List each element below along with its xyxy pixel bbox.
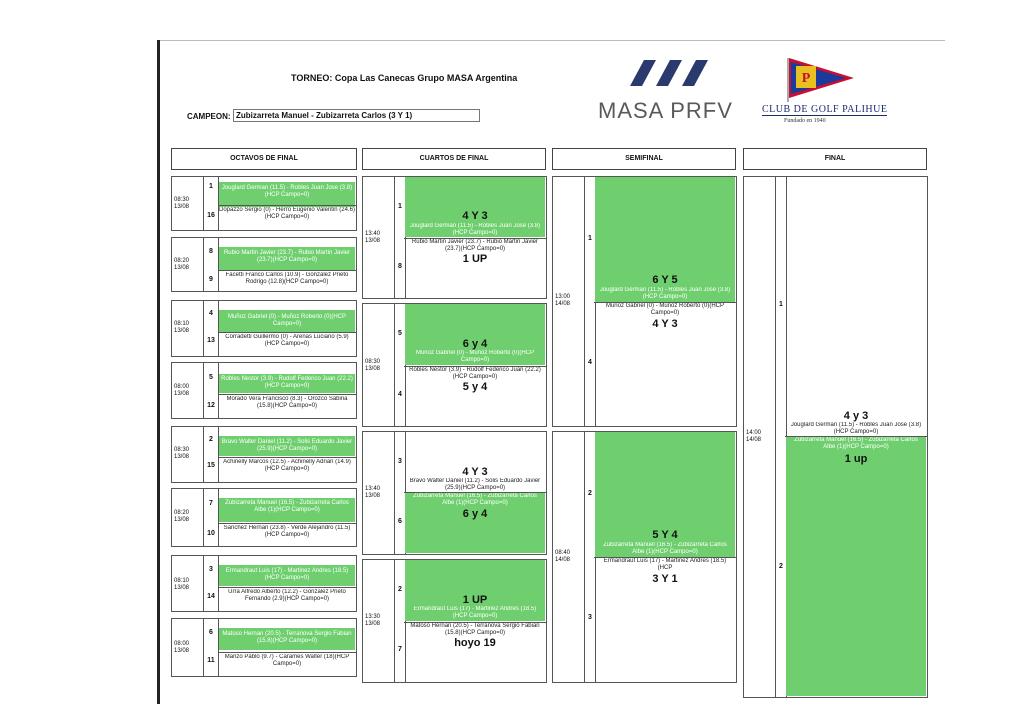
player-pair-winner: Jouglard German (11.5) - Robles Juan Jose (3.8)(HCP Campo=0) xyxy=(219,182,355,207)
match-time: 08:30 xyxy=(174,197,190,203)
match-date: 14/08 xyxy=(555,301,571,307)
seed-number: 11 xyxy=(207,657,215,664)
match-score: 4 Y 3 xyxy=(462,210,488,222)
divider xyxy=(218,270,356,271)
player-pair-winner: Zubizarreta Manuel (16.5) - Zubizarreta Carlos Albe (1)(HCP Campo=0) xyxy=(219,498,355,522)
seed-number: 2 xyxy=(779,563,783,570)
match-time: 13:00 xyxy=(555,294,571,300)
octavos-match-5 xyxy=(171,426,357,483)
winner-block xyxy=(405,493,545,553)
match-date: 14/08 xyxy=(746,437,762,443)
match-score: 4 Y 3 xyxy=(652,318,678,330)
player-pair-winner: Zubizarreta Manuel (16.5) - Zubizarreta Carlos Albe (1)(HCP Campo=0) xyxy=(794,437,918,450)
seed-number: 4 xyxy=(588,359,592,366)
divider xyxy=(218,587,356,588)
winner-block xyxy=(595,177,735,302)
player-pair-winner: Robles Nestor (3.9) - Rudolf Federico Juan (22.2)(HCP Campo=0) xyxy=(219,374,355,393)
match-time: 08:30 xyxy=(365,359,381,365)
player-pair-winner: Bravo Walter Daniel (11.2) - Solis Eduardo Javier (25.9)(HCP Campo=0) xyxy=(219,436,355,456)
match-score: 6 Y 5 xyxy=(652,274,678,286)
champion-field: Zubizarreta Manuel - Zubizarreta Carlos (3 Y 1) xyxy=(233,109,480,122)
winner-block xyxy=(405,304,545,365)
winner-block xyxy=(595,432,735,557)
match-time: 08:40 xyxy=(555,550,571,556)
player-pair-winner: Ermandraut Luis (17) - Martinez Andres (18.5)(HCP Campo=0) xyxy=(219,565,355,586)
player-pair-winner: Zubizarreta Manuel (16.5) - Zubizarreta Carlos Albe (1)(HCP Campo=0) xyxy=(413,493,537,506)
match-score: 4 y 3 xyxy=(843,410,869,422)
seed-number: 6 xyxy=(209,629,213,636)
seed-column xyxy=(203,301,219,356)
player-pair-winner: Jouglard German (11.5) - Robles Juan Jose (3.8)(HCP Campo=0) xyxy=(599,287,731,300)
match-date: 13/08 xyxy=(365,238,381,244)
player-pair: Bravo Walter Daniel (11.2) - Solis Eduardo Javier (25.9)(HCP Campo=0) xyxy=(407,478,543,492)
cuartos-match-2 xyxy=(362,303,547,427)
page-left-border xyxy=(157,40,160,704)
player-pair: Corradetti Guillermo (0) - Arenas Luciano (5.9)(HCP Campo=0) xyxy=(219,334,355,352)
match-time: 13:40 xyxy=(365,486,381,492)
octavos-match-2 xyxy=(171,237,357,292)
seed-number: 15 xyxy=(207,462,215,469)
match-date: 13/08 xyxy=(174,204,190,210)
match-date: 13/08 xyxy=(174,454,190,460)
match-date: 13/08 xyxy=(365,366,381,372)
seed-number: 10 xyxy=(207,530,215,537)
divider xyxy=(218,205,356,206)
octavos-match-8 xyxy=(171,618,357,677)
seed-number: 2 xyxy=(588,490,592,497)
match-date: 14/08 xyxy=(555,557,571,563)
seed-number: 16 xyxy=(207,212,215,219)
masa-logo xyxy=(598,56,748,126)
player-pair: Facetti Franco Carlos (10.9) - Gonzalez Prieto Rodrigo (12.8)(HCP Campo=0) xyxy=(219,272,355,290)
player-pair: Achinelly Marcos (12.5) - Achinelly Adrian (14.9)(HCP Campo=0) xyxy=(219,459,355,477)
match-time: 13:30 xyxy=(365,614,381,620)
winner-block xyxy=(405,560,545,621)
semifinal-match-1 xyxy=(552,176,737,427)
seed-column xyxy=(203,427,219,482)
winner-block xyxy=(786,437,926,696)
divider xyxy=(218,332,356,333)
match-date: 13/08 xyxy=(174,265,190,271)
match-date: 13/08 xyxy=(174,328,190,334)
seed-number: 3 xyxy=(588,614,592,621)
match-score: hoyo 19 xyxy=(454,637,496,649)
match-score: 5 Y 4 xyxy=(652,529,678,541)
player-pair-winner: Ermandraut Luis (17) - Martinez Andres (18.5)(HCP Campo=0) xyxy=(413,606,537,619)
divider xyxy=(404,492,546,493)
match-date: 13/08 xyxy=(174,391,190,397)
club-name: CLUB DE GOLF PALIHUE xyxy=(762,104,888,115)
match-score: 5 y 4 xyxy=(462,381,488,393)
seed-number: 7 xyxy=(209,500,213,507)
page-top-border xyxy=(157,40,945,41)
match-score: 1 UP xyxy=(462,253,488,265)
player-pair: Morado Vera Francisco (8.3) - Orozco Sabina (15.8)(HCP Campo=0) xyxy=(219,396,355,414)
divider xyxy=(218,457,356,458)
seed-number: 3 xyxy=(398,458,402,465)
club-flag-letter: P xyxy=(801,71,811,86)
octavos-match-6 xyxy=(171,488,357,547)
player-pair: Sanchez Hernan (23.8) - Verde Alejandro (11.5)(HCP Campo=0) xyxy=(219,525,355,543)
seed-number: 2 xyxy=(398,586,402,593)
champion-label: CAMPEON: xyxy=(187,112,231,121)
seed-number: 1 xyxy=(588,235,592,242)
player-pair: Robles Nestor (3.9) - Rudolf Federico Juan (22.2)(HCP Campo=0) xyxy=(407,367,543,381)
seed-number: 5 xyxy=(209,374,213,381)
player-pair-winner: Muñoz Gabriel (0) - Muñoz Roberto (0)(HCP Campo=0) xyxy=(415,350,535,363)
match-score: 6 y 4 xyxy=(462,508,488,520)
club-logo xyxy=(758,56,888,128)
seed-number: 4 xyxy=(209,310,213,317)
match-time: 08:30 xyxy=(174,447,190,453)
cuartos-match-4 xyxy=(362,559,547,683)
match-date: 13/08 xyxy=(365,621,381,627)
match-time: 14:00 xyxy=(746,430,762,436)
match-time: 08:20 xyxy=(174,258,190,264)
match-score: 6 y 4 xyxy=(462,338,488,350)
seed-number: 1 xyxy=(398,203,402,210)
semifinal-match-2 xyxy=(552,431,737,683)
cuartos-match-3 xyxy=(362,431,547,555)
seed-number: 2 xyxy=(209,436,213,443)
seed-column xyxy=(203,238,219,291)
octavos-match-3 xyxy=(171,300,357,357)
player-pair-winner: Muñoz Gabriel (0) - Muñoz Roberto (0)(HCP Campo=0) xyxy=(219,310,355,332)
seed-column xyxy=(203,177,219,230)
match-score: 1 UP xyxy=(462,594,488,606)
divider xyxy=(218,652,356,653)
match-score: 4 Y 3 xyxy=(462,466,488,478)
match-time: 08:10 xyxy=(174,321,190,327)
player-pair: Jouglard German (11.5) - Robles Juan Jose (3.8)(HCP Campo=0) xyxy=(788,422,924,436)
octavos-match-7 xyxy=(171,555,357,612)
player-pair-winner: Zubizarreta Manuel (16.5) - Zubizarreta Carlos Albe (1)(HCP Campo=0) xyxy=(603,542,727,555)
masa-logo-text: MASA PRFV xyxy=(598,98,733,123)
seed-number: 1 xyxy=(779,301,783,308)
masa-stripes-icon xyxy=(598,56,748,96)
seed-number: 4 xyxy=(398,391,402,398)
seed-column xyxy=(203,363,219,418)
player-pair-winner: Jouglard German (11.5) - Robles Juan Jose (3.8)(HCP Campo=0) xyxy=(409,223,541,236)
round-header-semifinal: SEMIFINAL xyxy=(552,148,736,170)
match-time: 08:20 xyxy=(174,510,190,516)
player-pair: Manzo Pablo (9.7) - Carames Walter (18)(HCP Campo=0) xyxy=(219,654,355,672)
player-pair-winner: Matoso Hernan (20.5) - Terranova Sergio Fabian (15.8)(HCP Campo=0) xyxy=(219,628,355,650)
cuartos-match-1 xyxy=(362,176,547,299)
seed-number: 13 xyxy=(207,337,215,344)
match-time: 08:00 xyxy=(174,384,190,390)
match-score: 3 Y 1 xyxy=(652,573,678,585)
final-match xyxy=(743,176,928,698)
seed-column xyxy=(203,556,219,611)
round-header-cuartos: CUARTOS DE FINAL xyxy=(362,148,546,170)
seed-column xyxy=(203,489,219,546)
octavos-match-4 xyxy=(171,362,357,419)
player-pair-winner: Rubio Martin Javier (23.7) - Rubio Martin Javier (23.7)(HCP Campo=0) xyxy=(219,247,355,270)
winner-block xyxy=(405,177,545,237)
seed-number: 8 xyxy=(209,248,213,255)
seed-number: 1 xyxy=(209,183,213,190)
seed-number: 7 xyxy=(398,646,402,653)
seed-column xyxy=(203,619,219,676)
divider xyxy=(218,394,356,395)
round-header-octavos: OCTAVOS DE FINAL xyxy=(171,148,357,170)
match-time: 08:00 xyxy=(174,641,190,647)
club-flag-icon xyxy=(758,56,888,104)
octavos-match-1 xyxy=(171,176,357,231)
player-pair: Urra Alfredo Alberto (12.2) - Gonzalez Prieto Fernando (2.9)(HCP Campo=0) xyxy=(219,589,355,607)
player-pair: Muñoz Gabriel (0) - Muñoz Roberto (0)(HCP Campo=0) xyxy=(597,303,733,317)
seed-number: 6 xyxy=(398,518,402,525)
player-pair: Rubio Martin Javier (23.7) - Rubio Martin Javier (23.7)(HCP Campo=0) xyxy=(407,239,543,253)
divider xyxy=(218,523,356,524)
seed-number: 3 xyxy=(209,566,213,573)
match-date: 13/08 xyxy=(174,648,190,654)
player-pair: Matoso Hernan (20.5) - Terranova Sergio Fabian (15.8)(HCP Campo=0) xyxy=(407,623,543,637)
club-founded: Fundado en 1940 xyxy=(784,118,826,124)
player-pair: Ermandraut Luis (17) - Martinez Andres (18.5)(HCP xyxy=(597,558,733,572)
match-date: 13/08 xyxy=(174,585,190,591)
seed-number: 9 xyxy=(209,276,213,283)
match-date: 13/08 xyxy=(365,493,381,499)
tournament-title: TORNEO: Copa Las Canecas Grupo MASA Argentina xyxy=(291,73,518,83)
player-pair: Dopazzo Sergio (0) - Herro Eugenio Valentin (24.6)(HCP Campo=0) xyxy=(219,207,355,228)
seed-number: 14 xyxy=(207,593,215,600)
round-header-final: FINAL xyxy=(743,148,927,170)
match-time: 08:10 xyxy=(174,578,190,584)
match-time: 13:40 xyxy=(365,231,381,237)
match-score: 1 up xyxy=(844,453,868,465)
seed-number: 5 xyxy=(398,330,402,337)
match-date: 13/08 xyxy=(174,517,190,523)
seed-number: 12 xyxy=(207,402,215,409)
seed-number: 8 xyxy=(398,263,402,270)
